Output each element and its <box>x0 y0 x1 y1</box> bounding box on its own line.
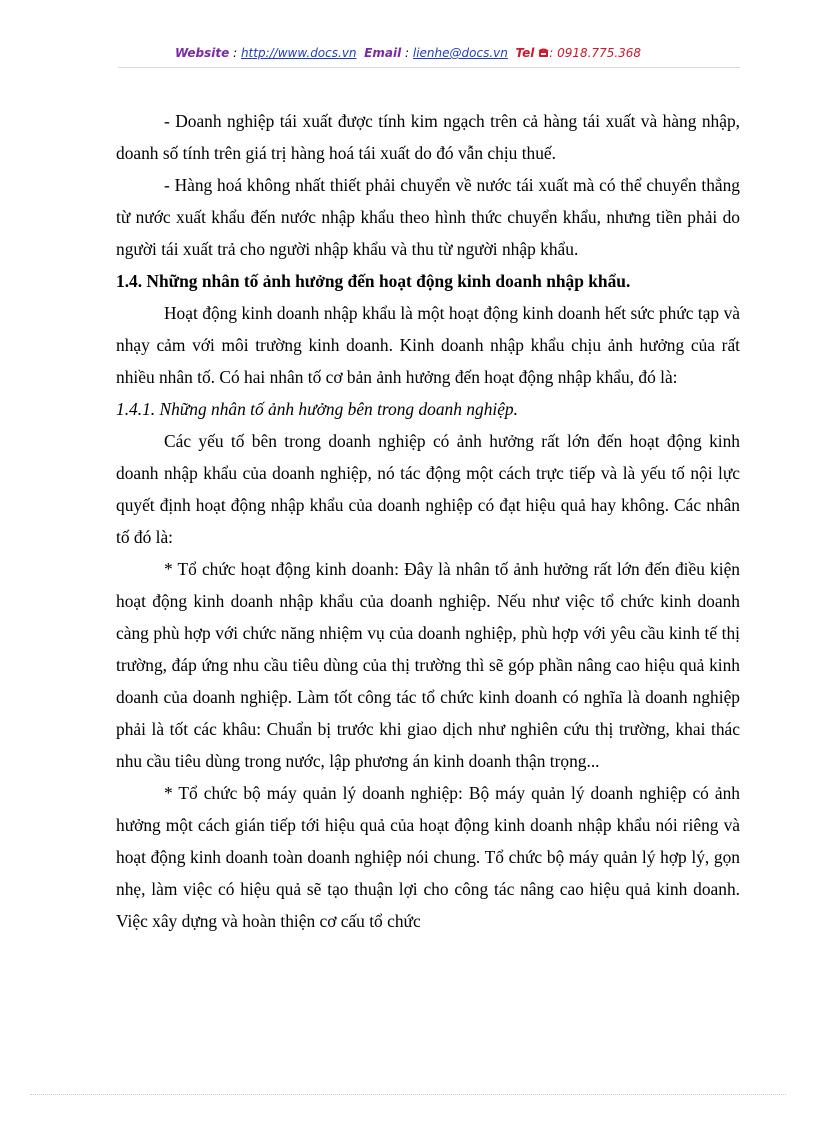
paragraph: - Doanh nghiệp tái xuất được tính kim ngạch trên cả hàng tái xuất và hàng nhập, doanh số tính trên giá trị hàng hoá tái xuất do đó vẫn chịu thuế. <box>116 111 740 163</box>
paragraph: * Tổ chức hoạt động kinh doanh: Đây là nhân tố ảnh hưởng rất lớn đến điều kiện hoạt động kinh doanh nhập khẩu của doanh nghiệp. Nếu như việc tổ chức kinh doanh càng phù hợp với chức năng nhiệm vụ của doanh nghiệp, phù hợp với yêu cầu kinh tế thị trường, đáp ứng nhu cầu tiêu dùng của thị trường thì sẽ góp phần nâng cao hiệu quả kinh doanh của doanh nghiệp. Làm tốt công tác tổ chức kinh doanh có nghĩa là doanh nghiệp phải là tốt các khâu: Chuẩn bị trước khi giao dịch như nghiên cứu thị trường, khai thác nhu cầu tiêu dùng trong nước, lập phương án kinh doanh thận trọng... <box>116 559 740 771</box>
document-body <box>116 105 740 937</box>
section-heading: 1.4. Những nhân tố ảnh hưởng đến hoạt động kinh doanh nhập khẩu. <box>116 271 631 291</box>
phone-icon <box>538 47 549 61</box>
paragraph: - Hàng hoá không nhất thiết phải chuyển về nước tái xuất mà có thể chuyển thẳng từ nước xuất khẩu đến nước nhập khẩu theo hình thức chuyển khẩu, nhưng tiền phải do người tái xuất trả cho người nhập khẩu và thu từ người nhập khẩu. <box>116 175 740 259</box>
paragraph: * Tổ chức bộ máy quản lý doanh nghiệp: Bộ máy quản lý doanh nghiệp có ảnh hưởng một cách gián tiếp tới hiệu quả của hoạt động kinh doanh nhập khẩu nói riêng và hoạt động kinh doanh toàn doanh nghiệp nói chung. Tổ chức bộ máy quản lý hợp lý, gọn nhẹ, làm việc có hiệu quả sẽ tạo thuận lợi cho công tác nâng cao hiệu quả kinh doanh. Việc xây dựng và hoàn thiện cơ cấu tổ chức <box>116 783 740 931</box>
email-label: Email <box>364 46 402 60</box>
footer-divider <box>30 1094 786 1095</box>
subsection-heading: 1.4.1. Những nhân tố ảnh hưởng bên trong doanh nghiệp. <box>116 399 518 419</box>
paragraph: Hoạt động kinh doanh nhập khẩu là một hoạt động kinh doanh hết sức phức tạp và nhạy cảm với môi trường kinh doanh. Kinh doanh nhập khẩu chịu ảnh hưởng của rất nhiều nhân tố. Có hai nhân tố cơ bản ảnh hưởng đến hoạt động nhập khẩu, đó là: <box>116 303 740 387</box>
tel-label: Tel <box>515 46 535 60</box>
website-label: Website <box>174 46 230 60</box>
email-link[interactable]: lienhe@docs.vn <box>412 46 508 60</box>
website-link[interactable]: http://www.docs.vn <box>240 46 357 60</box>
phone-number: 0918.775.368 <box>557 46 642 60</box>
header-divider <box>118 67 740 68</box>
page-header: Website : http://www.docs.vn Email : lienhe@docs.vn Tel : 0918.775.368 <box>174 46 642 60</box>
paragraph: Các yếu tố bên trong doanh nghiệp có ảnh hưởng rất lớn đến hoạt động kinh doanh nhập khẩu của doanh nghiệp, nó tác động một cách trực tiếp và là yếu tố nội lực quyết định hoạt động nhập khẩu của doanh nghiệp có đạt hiệu quả hay không. Các nhân tố đó là: <box>116 431 740 547</box>
